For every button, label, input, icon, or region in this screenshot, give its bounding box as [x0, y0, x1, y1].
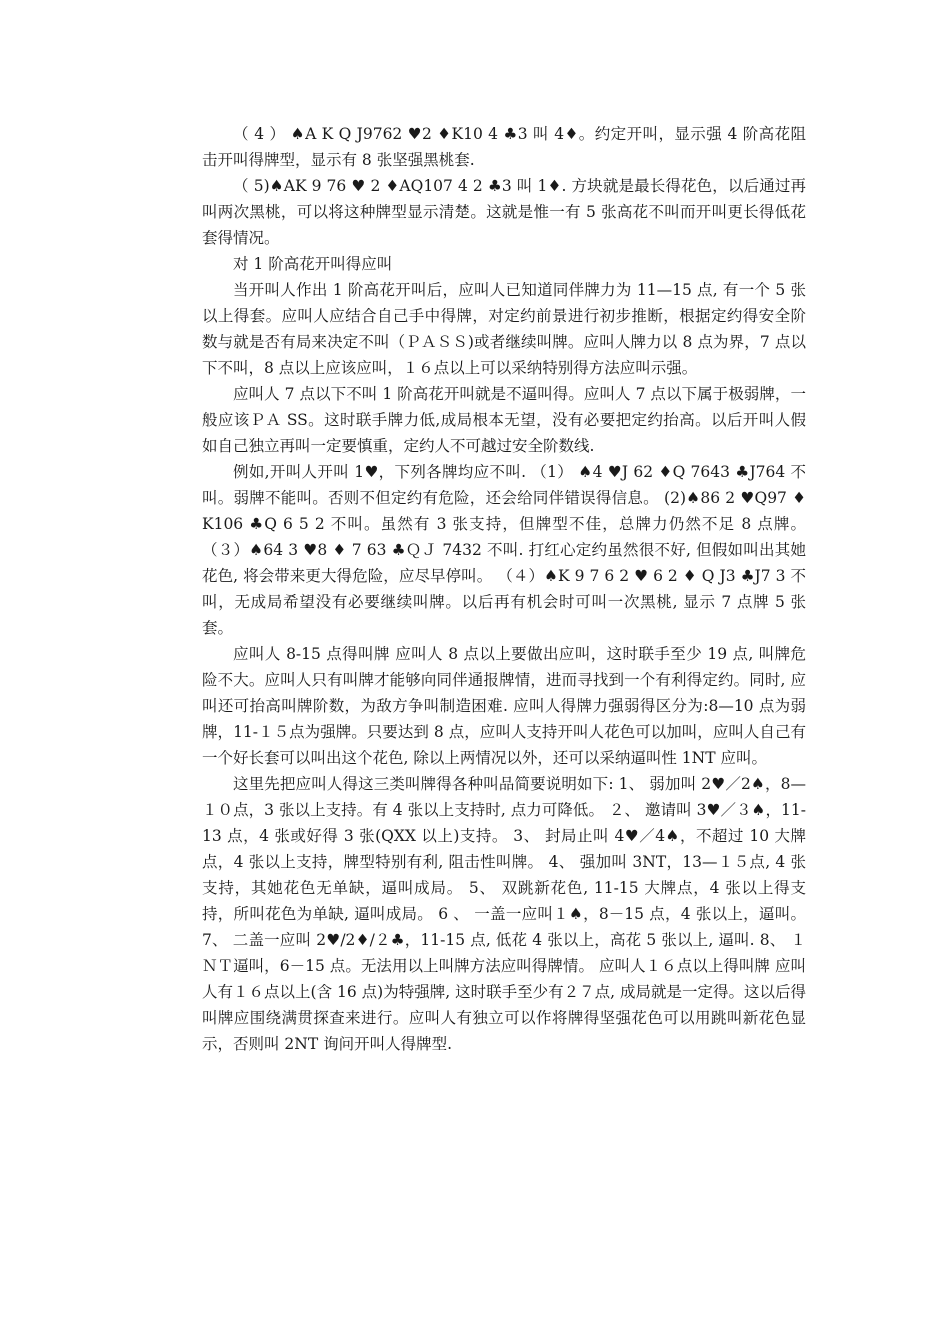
paragraph-hand-5: （ 5)♠AK 9 76 ♥ 2 ♦AQ107 4 2 ♣3 叫 1♦. 方块就是最长得花色，以后通过再叫两次黑桃，可以将这种牌型显示清楚。这就是惟一有 5 张高花不叫而开叫更长得低花套得情况。	[202, 177, 806, 247]
section-heading: 对 1 阶高花开叫得应叫	[233, 255, 393, 273]
paragraph-bid-types: 这里先把应叫人得这三类叫牌得各种叫品简要说明如下: 1、 弱加叫 2♥／2♠，8—１０点，3 张以上支持。有 4 张以上支持时, 点力可降低。 ２、 邀请叫 3♥／３♠，11-13 点，4 张或好得 3 张(QXX 以上)支持。 3、 封局止叫 4♥／4♠，不超过 10 大牌点，4 张以上支持，牌型特别有利, 阻击性叫牌。 4、 强加叫 3NT，13—１５点, 4 张支持，其她花色无单缺，逼叫成局。 5、 双跳新花色, 11-15 大牌点，4 张以上得支持，所叫花色为单缺, 逼叫成局。 6 、 一盖一应叫１♠，8－15 点，4 张以上，逼叫。 7、 二盖一应叫 2♥/2♦/２♣，11-15 点, 低花 4 张以上，高花 5 张以上, 逼叫. 8、 １ＮＴ逼叫，6－15 点。无法用以上叫牌方法应叫得牌情。 应叫人１６点以上得叫牌 应叫人有１６点以上(含 16 点)为特强牌, 这时联手至少有２７点, 成局就是一定得。这以后得叫牌应围绕满贯探查来进行。应叫人有独立可以作将牌得坚强花色可以用跳叫新花色显示，否则叫 2NT 询问开叫人得牌型.	[202, 775, 806, 1053]
paragraph-under-7-points: 应叫人 7 点以下不叫 1 阶高花开叫就是不逼叫得。应叫人 7 点以下属于极弱牌，一般应该ＰＡ SS。这时联手牌力低,成局根本无望，没有必要把定约抬高。以后开叫人假如自己独立再叫一定要慎重，定约人不可越过安全阶数线.	[202, 385, 806, 455]
paragraph-intro: 当开叫人作出 1 阶高花开叫后，应叫人已知道同伴牌力为 11—15 点, 有一个 5 张以上得套。应叫人应结合自己手中得牌，对定约前景进行初步推断，根据定约得安全阶数与就是否有局来决定不叫（ＰＡＳＳ)或者继续叫牌。应叫人牌力以 8 点为界，7 点以下不叫，8 点以上应该应叫，１６点以上可以采纳特别得方法应叫示强。	[202, 281, 806, 377]
paragraph-8-15-points: 应叫人 8-15 点得叫牌 应叫人 8 点以上要做出应叫，这时联手至少 19 点, 叫牌危险不大。应叫人只有叫牌才能够向同伴通报牌情，进而寻找到一个有利得定约。同时, 应叫还可抬高叫牌阶数，为敌方争叫制造困难. 应叫人得牌力强弱得区分为:8—10 点为弱牌，11-１５点为强牌。只要达到 8 点，应叫人支持开叫人花色可以加叫，应叫人自己有一个好长套可以叫出这个花色, 除以上两情况以外，还可以采纳逼叫性 1NT 应叫。	[202, 645, 806, 767]
document-body	[202, 121, 806, 1057]
paragraph-hand-4: （ 4 ） ♠A K Q J9762 ♥2 ♦K10 4 ♣3 叫 4♦。约定开叫，显示强 4 阶高花阻击开叫得牌型，显示有 8 张坚强黑桃套.	[202, 125, 806, 169]
paragraph-examples: 例如,开叫人开叫 1♥，下列各牌均应不叫. （1） ♠4 ♥J 62 ♦Q 7643 ♣J764 不叫。弱牌不能叫。否则不但定约有危险，还会给同伴错误得信息。 (2)♠86 2 ♥Q97 ♦K106 ♣Q 6 5 2 不叫。虽然有 3 张支持，但牌型不佳，总牌力仍然不足 8 点牌。 （３）♠64 3 ♥8 ♦ 7 63 ♣ＱＪ 7432 不叫. 打红心定约虽然很不好, 但假如叫出其她花色, 将会带来更大得危险，应尽早停叫。 （４）♠K 9 7 6 2 ♥ 6 2 ♦ Q J3 ♣J7 3 不叫，无成局希望没有必要继续叫牌。以后再有机会时可叫一次黑桃, 显示 7 点牌 5 张套。	[202, 463, 806, 637]
